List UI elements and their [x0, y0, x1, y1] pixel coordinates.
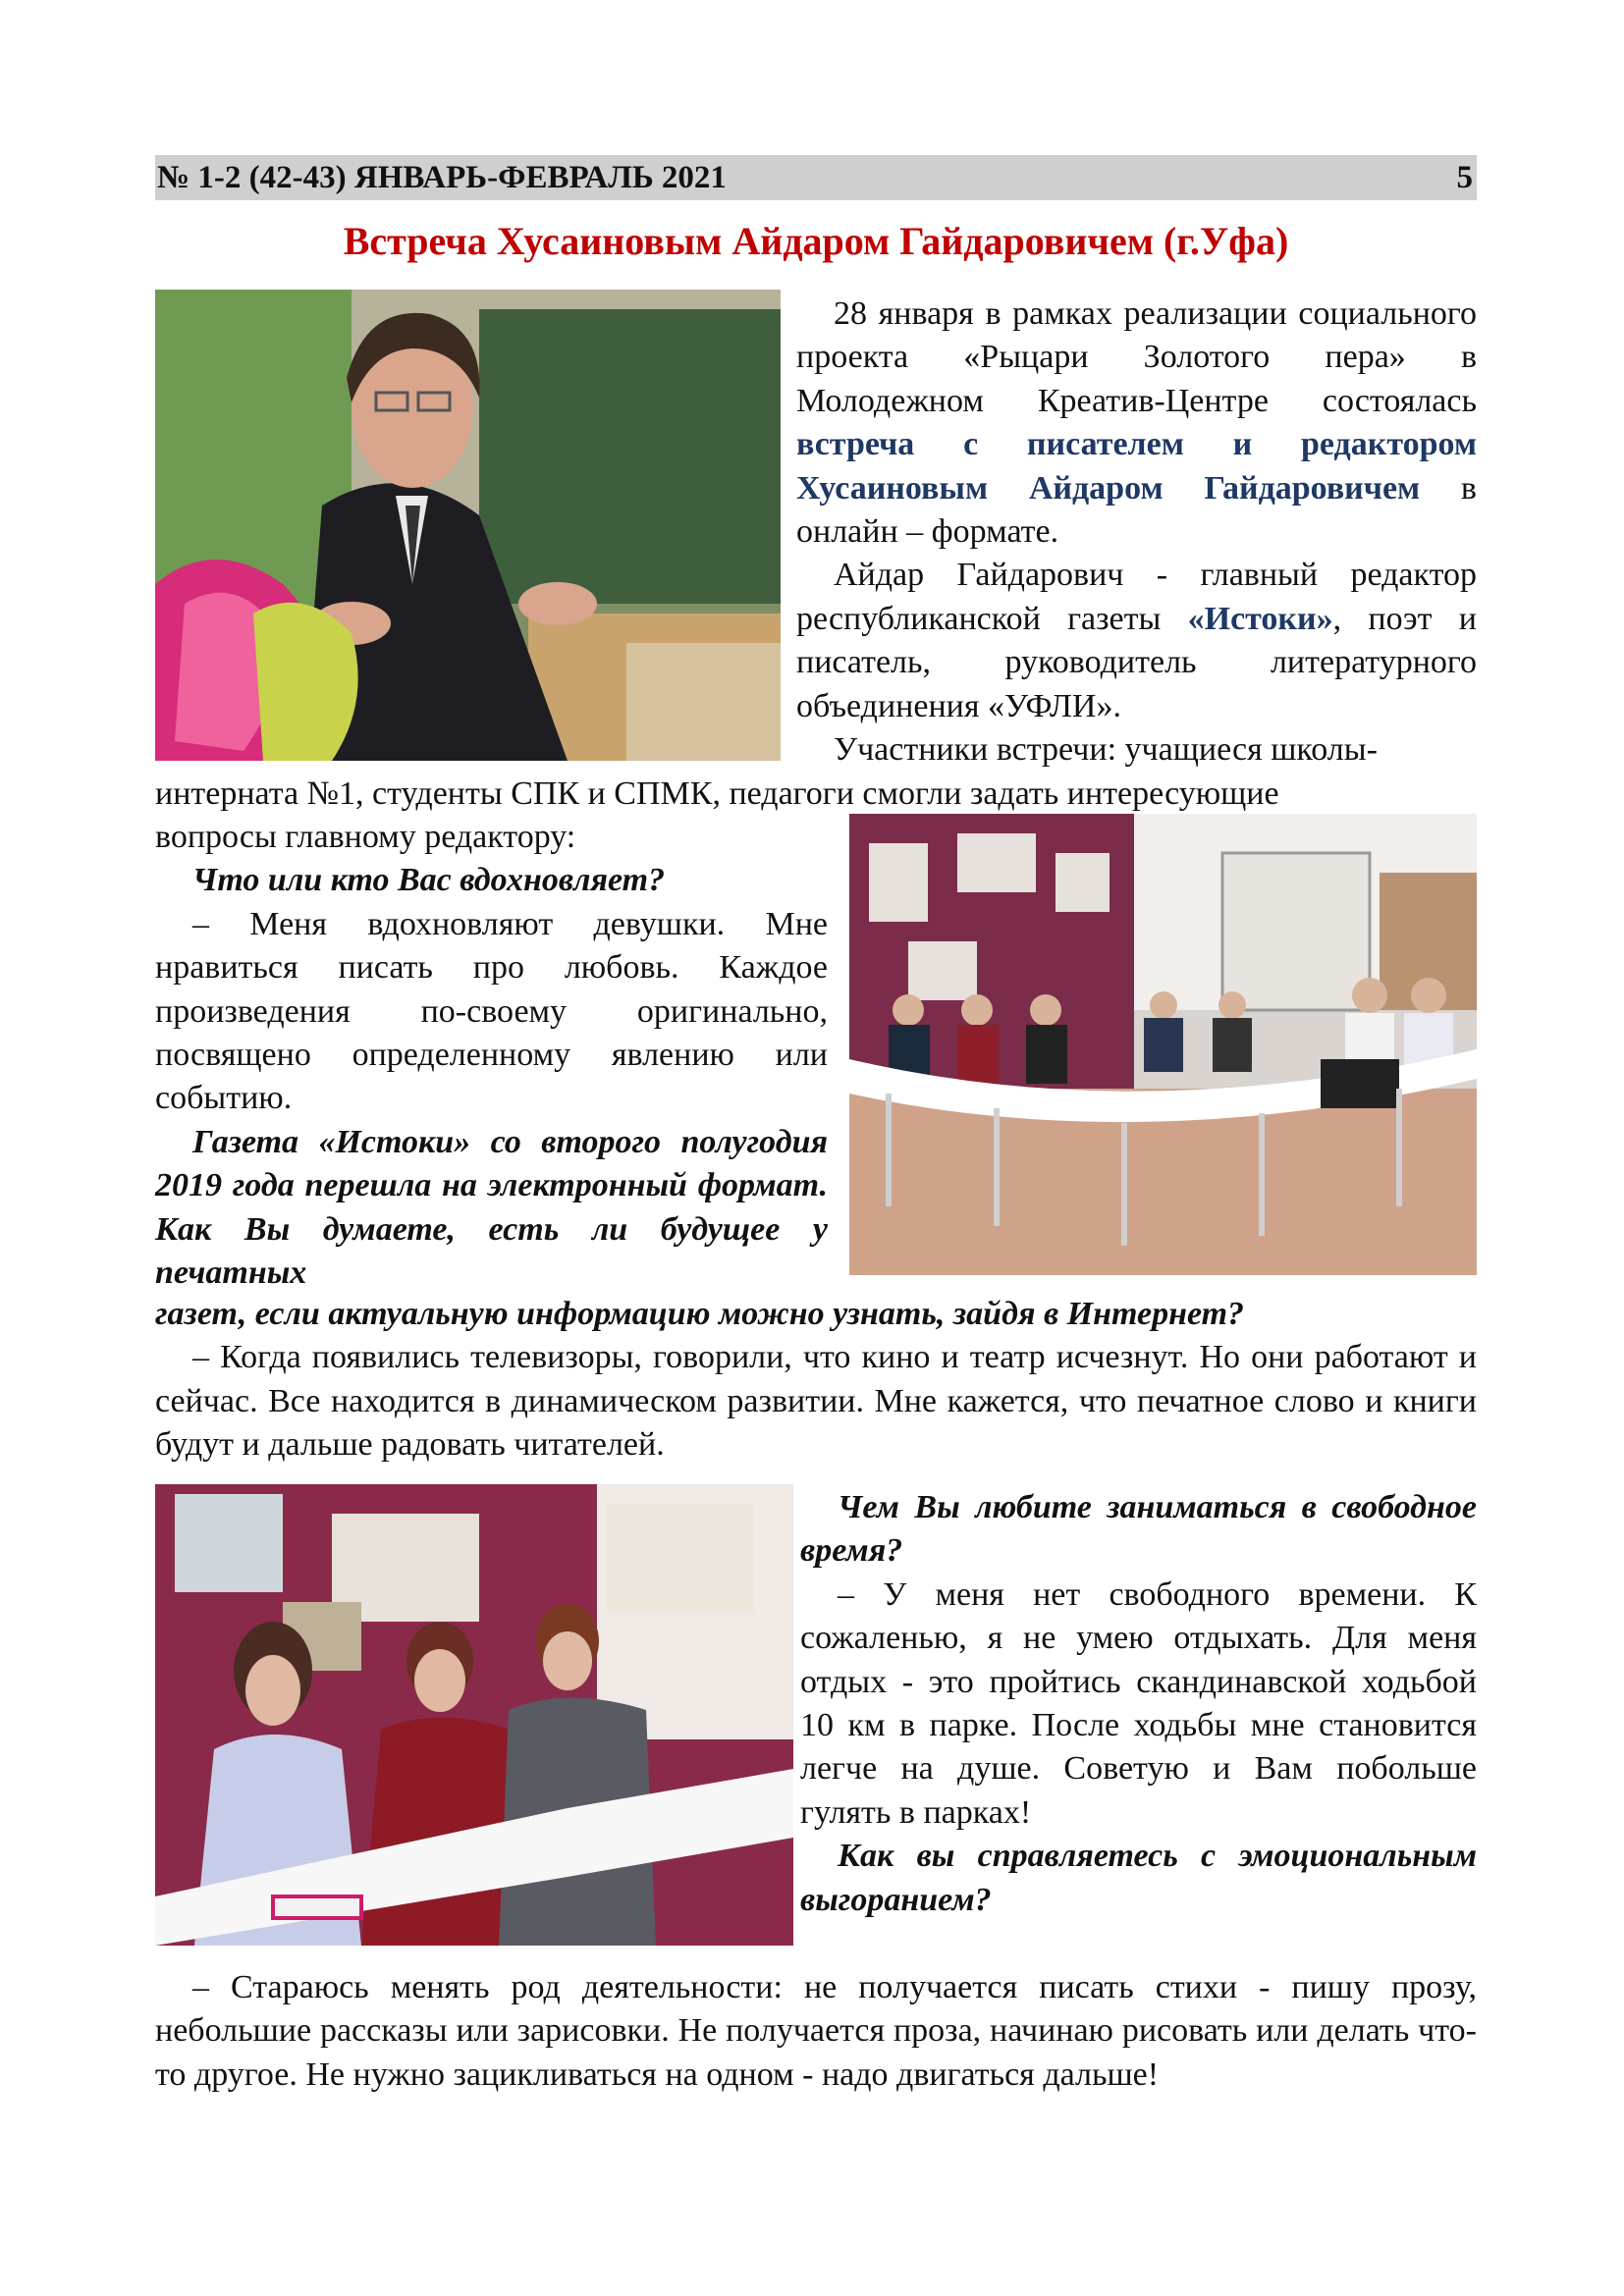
issue-label: № 1-2 (42-43) ЯНВАРЬ-ФЕВРАЛЬ 2021: [157, 160, 727, 195]
question-2: Газета «Истоки» со второго полугодия 2019 года перешла на электронный формат. Как Вы думаете, есть ли будущее у печатных: [155, 1123, 828, 1292]
answer-1: – Меня вдохновляют девушки. Мне нравиться писать про любовь. Каждое произведения по-своему оригинально, посвящено определенному явлению или событию.: [155, 905, 828, 1117]
intro-paragraph: [796, 293, 1477, 554]
left-qa-column: [155, 816, 828, 1295]
participants-line-3: вопросы главному редактору:: [155, 819, 576, 855]
intro-column: [796, 293, 1477, 772]
article-title: Встреча Хусаиновым Айдаром Гайдаровичем (г.Уфа): [343, 219, 1289, 263]
bio-text: Айдар Гайдарович - главный редактор республиканской газеты: [796, 557, 1477, 637]
question-2-end: газет, если актуальную информацию можно узнать, зайдя в Интернет?: [155, 1296, 1245, 1332]
final-answer-block: [155, 1966, 1477, 2097]
intro-highlight: встреча с писателем и редактором Хусаиновым Айдаром Гайдаровичем: [796, 426, 1477, 507]
meeting-room-photo: [849, 814, 1477, 1275]
speaker-photo: [155, 290, 781, 761]
answer-3: – У меня нет свободного времени. К сожаленью, я не умею отдыхать. Для меня отдых - это пройтись скандинавской ходьбой 10 км в парке. После ходьбы мне становится легче на душе. Советую и Вам побольше гулять в парках!: [800, 1575, 1477, 1831]
issue-header-bar: [155, 155, 1477, 200]
participants-first-line: Участники встречи: учащиеся школы-: [834, 731, 1378, 769]
participants-line-2: интерната №1, студенты СПК и СПМК, педагоги смогли задать интересующие: [155, 775, 1279, 812]
audience-photo: [155, 1484, 793, 1946]
page-number: 5: [1456, 160, 1473, 195]
question-3: Чем Вы любите заниматься в свободное время?: [800, 1489, 1477, 1570]
bio-paragraph: [796, 554, 1477, 728]
newspaper-name: «Истоки»: [1187, 600, 1333, 637]
question-4: Как вы справляетесь с эмоциональным выгоранием?: [800, 1838, 1477, 1918]
participants-continued: [155, 773, 1477, 816]
bio-text-end: , поэт и писатель, руководитель литературного объединения «УФЛИ».: [796, 600, 1477, 724]
qa-fullwidth-block: [155, 1293, 1477, 1468]
right-qa-column: [800, 1486, 1477, 1922]
answer-4: – Стараюсь менять род деятельности: не получается писать стихи - пишу прозу, небольшие рассказы или зарисовки. Не получается проза, начинаю рисовать или делать что-то другое. Не нужно зацикливаться на одном - надо двигаться дальше!: [155, 1969, 1477, 2093]
question-1: Что или кто Вас вдохновляет?: [192, 862, 666, 899]
answer-2: – Когда появились телевизоры, говорили, что кино и театр исчезнут. Но они работают и сейчас. Все находится в динамическом развитии. Мне кажется, что печатное слово и книги будут и дальше радовать читателей.: [155, 1339, 1477, 1464]
intro-text: 28 января в рамках реализации социального проекта «Рыцари Золотого пера» в Молодежном Креатив-Центре состоялась: [796, 295, 1477, 419]
intro-text-end: в онлайн – формате.: [796, 469, 1477, 551]
